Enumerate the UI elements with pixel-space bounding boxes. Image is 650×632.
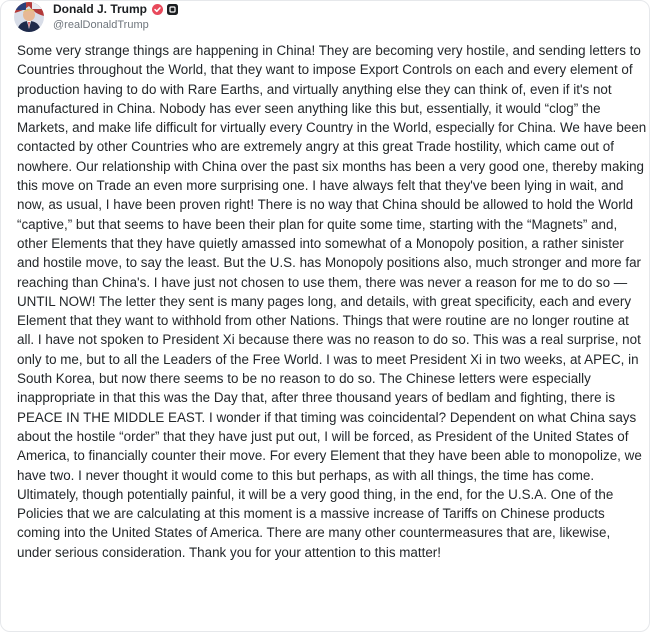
author-handle[interactable]: @realDonaldTrump [53,19,149,31]
author-display-name[interactable]: Donald J. Trump [53,2,148,16]
organization-badge-icon [167,4,178,15]
verified-badge-icon [152,4,163,15]
author-name-line [53,2,178,17]
post-body-text: Some very strange things are happening in China! They are becoming very hostile, and sending letters to Countries throughout the World, that they want to impose Export Controls on each and every element of production having to do with Rare Earths, and virtually anything else they can think of, even if it's not manufactured in China. Nobody has ever seen anything like this but, essentially, it would “clog” the Markets, and make life difficult for virtually every Country in the World, especially for China. We have been contacted by other Countries who are extremely angry at this great Trade hostility, which came out of nowhere. Our relationship with China over the past six months has been a very good one, thereby making this move on Trade an even more surprising one. I have always felt that they've been lying in wait, and now, as usual, I have been proven right! There is no way that China should be allowed to hold the World “captive,” but that seems to have been their plan for quite some time, starting with the “Magnets” and, other Elements that they have quietly amassed into somewhat of a Monopoly position, a rather sinister and hostile move, to say the least. But the U.S. has Monopoly positions also, much stronger and more far reaching than China's. I have just not chosen to use them, there was never a reason for me to do so — UNTIL NOW! The letter they sent is many pages long, and details, with great specificity, each and every Element that they want to withhold from other Nations. Things that were routine are no longer routine at all. I have not spoken to President Xi because there was no reason to do so. This was a real surprise, not only to me, but to all the Leaders of the Free World. I was to meet President Xi in two weeks, at APEC, in South Korea, but now there seems to be no reason to do so. The Chinese letters were especially inappropriate in that this was the Day that, after three thousand years of bedlam and fighting, there is PEACE IN THE MIDDLE EAST. I wonder if that timing was coincidental? Dependent on what China says about the hostile “order” that they have just put out, I will be forced, as President of the United States of America, to financially counter their move. For every Element that they have been able to monopolize, we have two. I never thought it would come to this but perhaps, as with all things, the time has come. Ultimately, though potentially painful, it will be a very good thing, in the end, for the U.S.A. One of the Policies that we are calculating at this moment is a massive increase of Tariffs on Chinese products coming into the United States of America. There are many other countermeasures that are, likewise, under serious consideration. Thank you for your attention to this matter! [17,43,647,560]
post-header [14,2,178,32]
author-names [53,2,178,32]
profile-avatar-icon[interactable] [14,2,44,32]
